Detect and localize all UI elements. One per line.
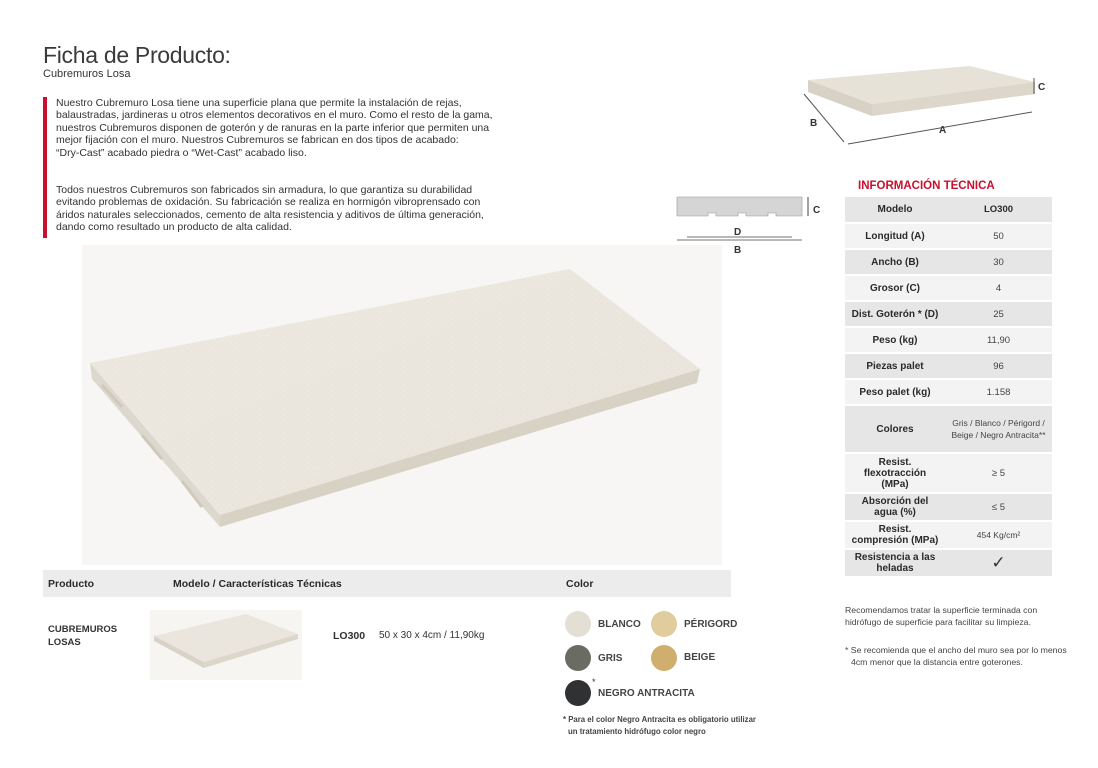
tech-key: Resist. compresión (MPa) <box>845 521 945 549</box>
tech-value: 30 <box>945 249 1052 275</box>
desc-line: Nuestro Cubremuro Losa tiene una superficie plana que permite la instalación de rejas, <box>56 97 462 109</box>
table-row <box>845 493 1052 521</box>
tech-value: Gris / Blanco / Périgord / Beige / Negro Antracita** <box>945 405 1052 453</box>
page-subtitle: Cubremuros Losa <box>43 68 131 80</box>
tech-key: Peso palet (kg) <box>845 379 945 405</box>
tech-key: Dist. Goterón * (D) <box>845 301 945 327</box>
tech-key: Colores <box>845 405 945 453</box>
label-a: A <box>939 125 947 136</box>
label-c: C <box>1038 82 1046 93</box>
description-paragraph-1 <box>56 97 506 159</box>
header-model: Modelo / Características Técnicas <box>173 578 342 590</box>
tech-value: 11,90 <box>945 327 1052 353</box>
table-row <box>845 327 1052 353</box>
label-b: B <box>734 245 742 254</box>
dimension-diagram-3d <box>800 60 1060 150</box>
color-note-line: un tratamiento hidrófugo color negro <box>568 726 706 736</box>
label-d: D <box>734 227 742 238</box>
header-product: Producto <box>48 578 95 590</box>
color-note <box>563 714 756 737</box>
tech-key: Resistencia a las heladas <box>845 549 945 577</box>
color-label-perigord: PÉRIGORD <box>684 619 738 630</box>
label-b: B <box>810 118 818 129</box>
desc-line: balaustradas, jardineras u otros elementos decorativos en el muro. Como el resto de la gama, <box>56 109 493 122</box>
tech-key: Grosor (C) <box>845 275 945 301</box>
profile-diagram <box>672 192 832 254</box>
color-label-gris: GRIS <box>598 653 623 664</box>
table-row <box>845 549 1052 577</box>
product-name-line: LOSAS <box>48 637 81 648</box>
tech-value: 96 <box>945 353 1052 379</box>
note-line: hidrófugo de superficie para facilitar su limpieza. <box>845 616 1031 627</box>
model-spec: 50 x 30 x 4cm / 11,90kg <box>379 630 485 641</box>
desc-line: dando como resultado un producto de alta calidad. <box>56 221 292 234</box>
desc-line: mejor fijación con el muro. Nuestros Cubremuros se fabrican en dos tipos de acabado: <box>56 134 459 147</box>
surface-note <box>845 605 1075 628</box>
tech-value: 1.158 <box>945 379 1052 405</box>
tech-key: Peso (kg) <box>845 327 945 353</box>
swatch-gris <box>565 645 591 671</box>
color-label-beige: BEIGE <box>684 652 716 663</box>
desc-line: “Dry-Cast” acabado piedra o “Wet-Cast” acabado liso. <box>56 146 307 159</box>
product-name <box>48 623 117 649</box>
product-name-line: CUBREMUROS <box>48 624 118 635</box>
accent-bar <box>43 97 47 238</box>
table-row <box>845 521 1052 549</box>
tech-value: 454 Kg/cm² <box>945 521 1052 549</box>
model-code: LO300 <box>333 630 366 642</box>
wall-width-note <box>845 645 1075 668</box>
check-icon: ✓ <box>945 549 1052 577</box>
tech-key: Absorción del agua (%) <box>845 493 945 521</box>
product-image <box>82 245 722 565</box>
table-row <box>845 301 1052 327</box>
note-line: Recomendamos tratar la superficie terminada con <box>845 605 1038 615</box>
tech-key: Resist. flexotracción (MPa) <box>845 453 945 493</box>
swatch-perigord <box>651 611 677 637</box>
desc-line: áridos naturales seleccionados, cemento de alta resistencia y aditivos de última generación, <box>56 208 484 221</box>
table-row <box>845 223 1052 249</box>
swatch-blanco <box>565 611 591 637</box>
tech-key: Longitud (A) <box>845 223 945 249</box>
product-table-header <box>43 570 731 597</box>
note-line: * Se recomienda que el ancho del muro sea por lo menos <box>845 645 1067 655</box>
tech-info-title: INFORMACIÓN TÉCNICA <box>858 180 995 192</box>
color-label-negro-antracita: NEGRO ANTRACITA <box>598 688 695 699</box>
table-row <box>845 249 1052 275</box>
table-row <box>845 275 1052 301</box>
table-row <box>845 453 1052 493</box>
swatch-beige <box>651 645 677 671</box>
product-thumbnail <box>150 610 302 680</box>
tech-value: 50 <box>945 223 1052 249</box>
table-row <box>845 379 1052 405</box>
tech-value: 25 <box>945 301 1052 327</box>
tech-value: ≤ 5 <box>945 493 1052 521</box>
tech-value: LO300 <box>945 197 1052 223</box>
table-row <box>845 353 1052 379</box>
tech-value: ≥ 5 <box>945 453 1052 493</box>
table-row <box>845 405 1052 453</box>
header-color: Color <box>566 578 594 590</box>
label-c: C <box>813 205 821 216</box>
description-paragraph-2 <box>56 184 506 234</box>
tech-key: Ancho (B) <box>845 249 945 275</box>
note-line: 4cm menor que la distancia entre goterones. <box>851 656 1023 667</box>
tech-key: Modelo <box>845 197 945 223</box>
page-title: Ficha de Producto: <box>43 42 231 68</box>
tech-value: 4 <box>945 275 1052 301</box>
color-asterisk: * <box>592 677 596 687</box>
tech-info-table <box>845 197 1052 578</box>
color-label-blanco: BLANCO <box>598 619 641 630</box>
color-note-line: * Para el color Negro Antracita es obligatorio utilizar <box>563 715 756 724</box>
desc-line: Todos nuestros Cubremuros son fabricados sin armadura, lo que garantiza su durabilidad <box>56 184 473 196</box>
desc-line: evitando problemas de oxidación. Su fabricación se realiza en hormigón vibroprensado con <box>56 196 481 209</box>
tech-key: Piezas palet <box>845 353 945 379</box>
desc-line: nuestros Cubremuros disponen de goterón y de ranuras en la parte inferior que permiten una <box>56 121 490 134</box>
swatch-negro-antracita <box>565 680 591 706</box>
table-row <box>845 197 1052 223</box>
